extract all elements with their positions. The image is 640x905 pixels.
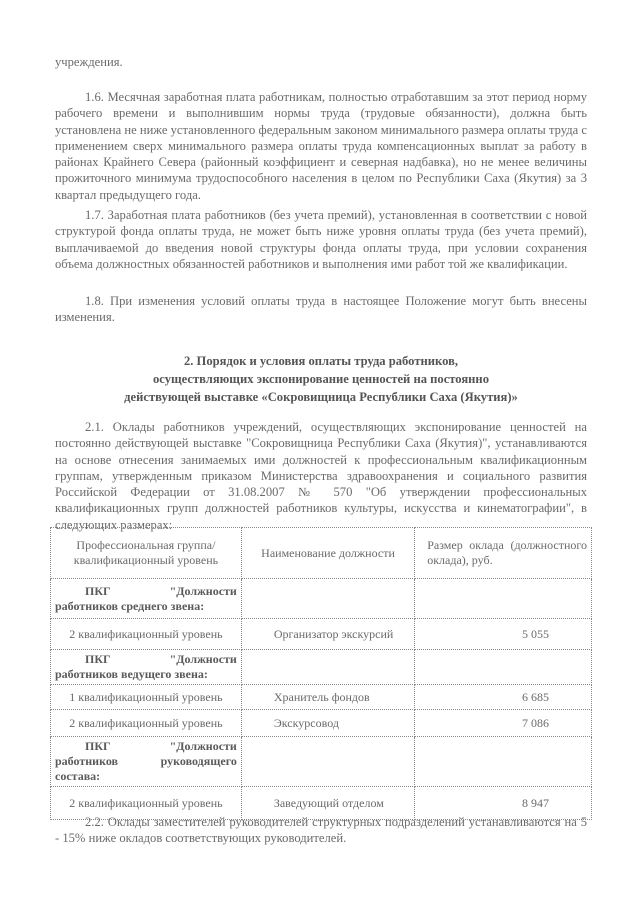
heading-line-1: 2. Порядок и условия оплаты труда работников,	[183, 354, 459, 368]
salary-cell: 6 685	[415, 685, 592, 710]
header-position: Наименование должности	[241, 528, 414, 579]
group-label: ПКГ "Должности работников ведущего звена:	[51, 650, 242, 685]
section-2-heading	[55, 352, 587, 406]
heading-line-2: осуществляющих экспонирование ценностей на постоянно	[153, 372, 489, 386]
table-row-group	[51, 579, 592, 619]
salary-cell: 7 086	[415, 710, 592, 737]
table-header-row	[51, 528, 592, 579]
position-cell: Хранитель фондов	[241, 685, 414, 710]
heading-line-3: действующей выставке «Сокровищница Республики Саха (Якутия)»	[124, 390, 518, 404]
position-cell: Организатор экскурсий	[241, 619, 414, 650]
salary-cell: 5 055	[415, 619, 592, 650]
paragraph-1-7: 1.7. Заработная плата работников (без учета премий), установленная в соответствии с новой структурой фонда оплаты труда, не может быть ниже уровня оплаты труда (без учета премий), выплачиваемой до введения новой структуры фонда оплаты труда, при условии сохранения объема должностных обязанностей работников и выполнения ими работ той же квалификации.	[55, 208, 587, 271]
position-cell: Экскурсовод	[241, 710, 414, 737]
position-cell: Заведующий отделом	[241, 787, 414, 820]
table-row	[51, 710, 592, 737]
paragraph-1-6: 1.6. Месячная заработная плата работникам, полностью отработавшим за этот период норму рабочего времени и выполнившим нормы труда (трудовые обязанности), должна быть установлена не ниже установленного федеральным законом минимального размера оплаты труда с применением сверх минимального размера оплаты труда компенсационных выплат за работу в районах Крайнего Севера (районный коэффициент и северная надбавка), но не менее величины прожиточного минимума трудоспособного населения в целом по Республики Саха (Якутия) за 3 квартал предыдущего года.	[55, 90, 587, 202]
level-cell: 2 квалификационный уровень	[51, 619, 242, 650]
table-row-group	[51, 650, 592, 685]
level-cell: 2 квалификационный уровень	[51, 787, 242, 820]
group-label: ПКГ "Должности работников среднего звена:	[51, 579, 242, 619]
paragraph-2-2: 2.2. Оклады заместителей руководителей структурных подразделений устанавливаются на 5 - 15% ниже окладов соответствующих руководителей.	[55, 815, 587, 846]
header-salary: Размер оклада (должностного оклада), руб.	[415, 528, 592, 579]
intro-tail-text: учреждения.	[55, 55, 123, 69]
group-label: ПКГ "Должности работников руководящего состава:	[51, 737, 242, 787]
salary-cell: 8 947	[415, 787, 592, 820]
paragraph-1-8: 1.8. При изменения условий оплаты труда в настоящее Положение могут быть внесены изменения.	[55, 294, 587, 325]
paragraph-2-1: 2.1. Оклады работников учреждений, осуществляющих экспонирование ценностей на постоянно действующей выставке "Сокровищница Республики Саха (Якутия)", устанавливаются на основе отнесения занимаемых ими должностей к профессиональным квалификационным группам, утвержденным приказом Министерства здравоохранения и социального развития Российской Федерации от 31.08.2007 № 570 "Об утверждении профессиональных квалификационных групп должностей работников культуры, искусства и кинематографии", в следующих размерах:	[55, 420, 587, 532]
salary-table	[50, 527, 592, 820]
header-group-level: Профессиональная группа/ квалификационный уровень	[51, 528, 242, 579]
table-row	[51, 619, 592, 650]
table-row	[51, 685, 592, 710]
level-cell: 2 квалификационный уровень	[51, 710, 242, 737]
table-row-group	[51, 737, 592, 787]
level-cell: 1 квалификационный уровень	[51, 685, 242, 710]
